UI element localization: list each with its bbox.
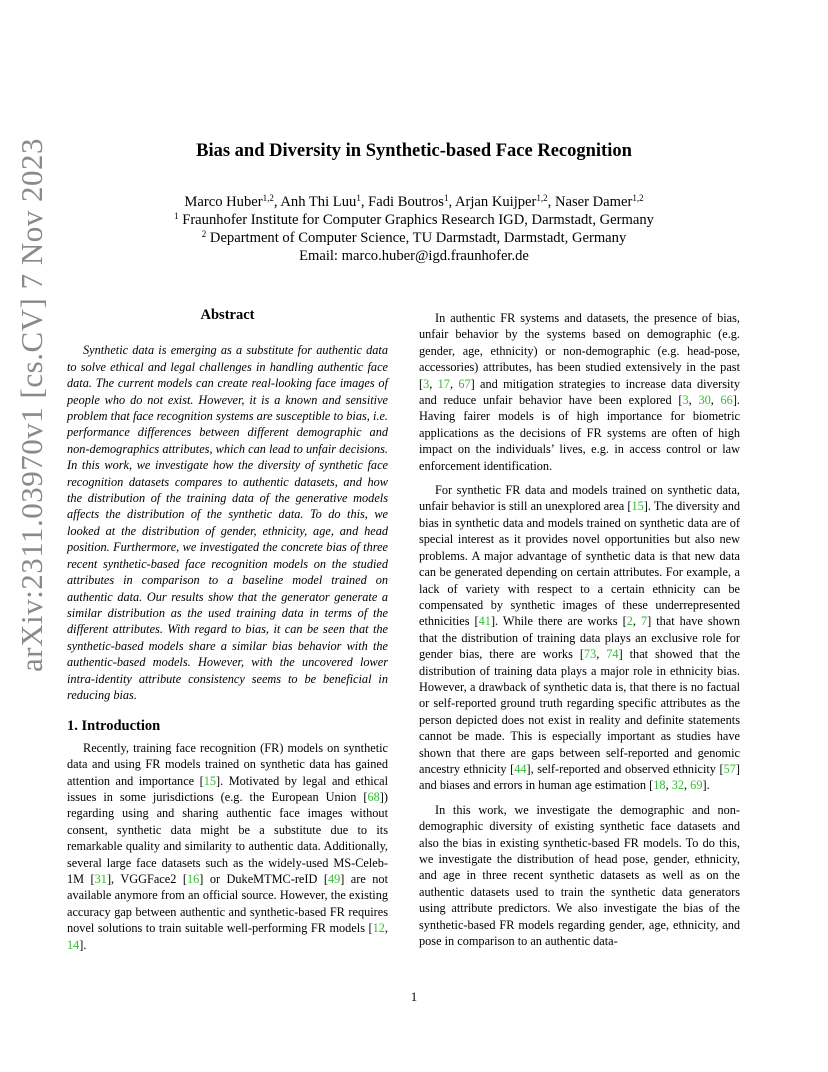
citation-link[interactable]: 69 (690, 778, 703, 793)
paragraph-text: , (665, 778, 672, 793)
citation-link[interactable]: 15 (203, 773, 217, 788)
paragraph-text: , (710, 393, 721, 408)
paragraph-text: For synthetic FR data and models trained on synthetic data, unfair behavior is still an unexplored area [ (419, 483, 740, 514)
introduction-heading: 1. Introduction (67, 718, 161, 735)
paragraph-text: ]. Motivated by legal and ethical issues in some jurisdictions (e.g. the European Union [ (67, 773, 388, 804)
paragraph-text: ] or DukeMTMC-reID [ (199, 872, 328, 886)
citation-link[interactable]: 17 (437, 376, 450, 391)
affiliation-2: $^2$ Department of Computer Science, TU Darmstadt, Darmstadt, Germany (201, 229, 627, 246)
citation-link[interactable]: 49 (327, 872, 341, 886)
citation-link[interactable]: 67 (458, 376, 471, 391)
paragraph-text: , (429, 376, 438, 391)
author-affil-mark: 1 (356, 193, 361, 203)
citation-link[interactable]: 57 (723, 761, 736, 776)
intro-paragraph-1 (67, 740, 388, 953)
citation-link[interactable]: 31 (94, 872, 107, 886)
citation-link[interactable]: 3 (423, 376, 430, 391)
citation-link[interactable]: 44 (514, 761, 527, 776)
citation-link[interactable]: 41 (478, 614, 491, 629)
citation-link[interactable]: 32 (671, 778, 685, 793)
author-block (0, 193, 828, 265)
author-name: Arjan Kuijper (454, 194, 537, 210)
paragraph-text: Recently, training face recognition (FR) models on synthetic data and using FR models trained on synthetic data has gained attention and importance [ (67, 740, 388, 788)
paragraph-text: ]. The diversity and bias in synthetic data and models trained on synthetic data are of special interest as it provides novel opportunities but also new problems. A major advantage of synthetic data is that new data can be generated depending on certain attributes. For example, a lack of variety with respect to a certain ethnicity can be compensated by synthetic images of these underrepresented ethnicities [ (419, 499, 740, 629)
paragraph-text: ], VGGFace2 [ (106, 872, 187, 886)
paragraph-text: ]. Having fairer models is of high importance for biometric applications as the decisions of FR systems are often of high impact on the individuals’ lives, e.g. in access control or law enforcement identification. (419, 393, 740, 473)
citation-link[interactable]: 18 (653, 778, 666, 793)
paragraph-text: ] that showed that the distribution of training data plays a major role in ethnicity bias. However, a drawback of synthetic data is, that there is no factual or self-reported ground truth regarding specific attributes as the person depicted does not exist in reality and definite statements cannot be made. This is especially important as studies have shown that there are gaps between self-reported and genomic ancestry ethnicity [ (419, 647, 740, 776)
left-column (67, 307, 388, 961)
intro-paragraph-4: In this work, we investigate the demographic and non-demographic diversity of existing synthetic face datasets and also the bias in existing synthetic-based FR models. To do this, we investigate the distribution of head pose, gender, ethnicity, and age in three recent synthetic datasets as well as on the authentic datasets used to train the synthetic data generators using attribute predictors. We also investigate the bias of the synthetic-based FR models regarding gender, age, ethnicity, and pose in comparison to an authentic data- (419, 802, 740, 949)
page-number: 1 (410, 990, 418, 1004)
citation-link[interactable]: 14 (67, 937, 80, 952)
paragraph-text: , (384, 921, 388, 936)
author-name: Anh Thi Luu (280, 194, 357, 210)
author-affil-mark: 1,2 (536, 193, 548, 203)
author-name: Fadi Boutros (368, 194, 444, 210)
paragraph-text: ], self-reported and observed ethnicity [ (526, 761, 724, 776)
citation-link[interactable]: 7 (640, 614, 648, 629)
paragraph-text: ]. (702, 778, 710, 793)
abstract-text: Synthetic data is emerging as a substitute for authentic data to solve ethical and legal challenges in handling authentic face data. The current models can create real-looking face images of people who do not exist. However, it is a known and sensitive problem that face recognition systems are susceptible to bias, i.e. performance differences between different demographic and non-demographics attributes, which can lead to unfair decisions. In this work, we investigate how the diversity of synthetic face recognition datasets compares to authentic datasets, and how the distribution of the training data of the generative models affects the distribution of the synthetic data. To do this, we looked at the distribution of gender, ethnicity, age, and head position. Furthermore, we investigated the concrete bias of three recent synthetic-based face recognition models on the studied attributes in comparison to a baseline model trained on authentic data. Our results show that the generator generate a similar distribution as the used training data in terms of the different attributes. With regard to bias, it can be seen that the synthetic-based models share a similar bias behavior with the authentic-based models. However, with the uncovered lower intra-identity attribute consistency seems to be beneficial in reducing bias. (67, 343, 388, 702)
paragraph-text: ] and biases and errors in human age estimation [ (419, 761, 740, 793)
paragraph-text: , (688, 393, 699, 408)
paragraph-text: ] are not available anymore from an official source. However, the existing accuracy gap between authentic and synthetic-based FR requires novel solutions to train suitable well-performing FR models [ (67, 872, 388, 936)
paragraph-text: ]. (79, 937, 87, 952)
intro-paragraph-3 (419, 482, 740, 794)
paragraph-text: , (684, 778, 691, 793)
citation-link[interactable]: 12 (372, 921, 385, 936)
author-affil-mark: 1,2 (632, 193, 644, 203)
paragraph-text: ] that have shown that the distribution of training data plays an exclusive role for gender bias, there are works [ (419, 614, 740, 662)
author-affil-mark: 1 (443, 193, 449, 203)
paragraph-text: In authentic FR systems and datasets, the presence of bias, unfair behavior by the systems based on demographic (e.g. gender, age, ethnicity) or non-demographic (e.g. head-pose, accessories) attributes, has been studied extensively in the past [ (419, 311, 740, 391)
paper-title: Bias and Diversity in Synthetic-based Face Recognition (196, 141, 632, 161)
citation-link[interactable]: 73 (583, 647, 597, 662)
affiliation-1: $^1$ Fraunhofer Institute for Computer Graphics Research IGD, Darmstadt, Germany (174, 211, 654, 228)
author-name: Marco Huber (184, 194, 263, 210)
citation-link[interactable]: 15 (631, 499, 644, 514)
citation-link[interactable]: 74 (606, 647, 619, 662)
author-name: Naser Damer (554, 194, 633, 210)
contact-email: Email: marco.huber@igd.fraunhofer.de (299, 248, 529, 264)
author-affil-mark: 1,2 (262, 193, 274, 203)
paragraph-text: ]) regarding using and sharing authentic face images without consent, synthetic data might be a substitute due to its remarkable quality and similarity to authentic data. Additionally, several large face datasets such as the widely-used MS-Celeb-1M [ (67, 789, 388, 886)
citation-link[interactable]: 68 (367, 789, 380, 804)
citation-link[interactable]: 30 (698, 393, 711, 408)
citation-link[interactable]: 66 (720, 393, 733, 408)
citation-link[interactable]: 16 (186, 872, 200, 886)
paragraph-text: ] and mitigation strategies to increase data diversity and reduce unfair behavior have been explored [ (419, 376, 740, 408)
paragraph-text: ]. While there are works [ (490, 614, 627, 629)
right-column (419, 310, 740, 957)
abstract-heading: Abstract (200, 307, 255, 323)
intro-paragraph-2 (419, 310, 740, 474)
arxiv-identifier-stamp: arXiv:2311.03970v1 [cs.CV] 7 Nov 2023 (14, 138, 49, 672)
paragraph-text: , (449, 376, 459, 391)
paragraph-text: , (632, 614, 641, 629)
paragraph-text: , (596, 647, 607, 662)
citation-link[interactable]: 2 (626, 614, 633, 629)
citation-link[interactable]: 3 (682, 393, 689, 408)
author-line: Marco Huber$^{1,2}$, Anh Thi Luu$^1$, Fadi Boutros$^1$, Arjan Kuijper$^{1,2}$, Naser Damer$^{1,2}$ (184, 193, 644, 210)
